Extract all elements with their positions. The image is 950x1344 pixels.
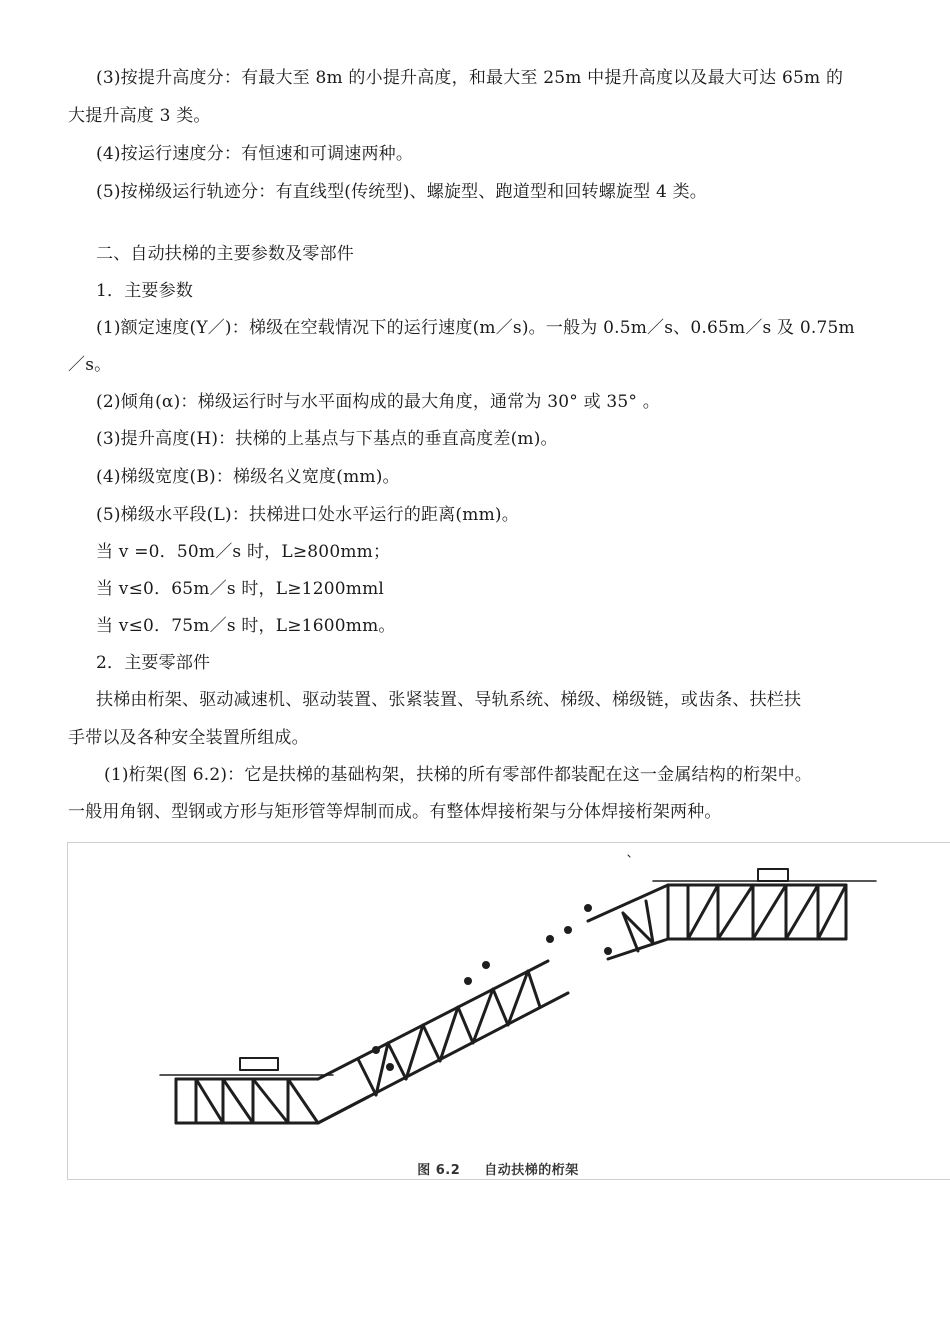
paragraph-rise-height: (3)提升高度(H)：扶梯的上基点与下基点的垂直高度差(m)。	[96, 429, 558, 449]
splice-joints	[372, 904, 612, 1071]
figure-caption	[68, 1159, 950, 1178]
paragraph-rated-speed-line1: (1)额定速度(Y／)：梯级在空载情况下的运行速度(m／s)。一般为 0.5m／s、0.65m／s 及 0.75m	[96, 318, 855, 338]
figure-title: 自动扶梯的桁架	[484, 1163, 579, 1178]
upper-inclined-truss	[588, 885, 668, 959]
paragraph-speed-type: (4)按运行速度分：有恒速和可调速两种。	[96, 144, 414, 164]
figure-number: 图 6.2	[417, 1163, 461, 1178]
inclined-truss	[318, 961, 568, 1123]
ink-speck	[628, 855, 630, 857]
paragraph-rated-speed-line2: ／s。	[68, 355, 112, 375]
paragraph-track-type: (5)按梯级运行轨迹分：有直线型(传统型)、螺旋型、跑道型和回转螺旋型 4 类。	[96, 182, 707, 202]
paragraph-horizontal-section: (5)梯级水平段(L)：扶梯进口处水平运行的距离(mm)。	[96, 505, 519, 525]
subheading-main-parts: 2．主要零部件	[96, 653, 211, 673]
paragraph-step-width: (4)梯级宽度(B)：梯级名义宽度(mm)。	[96, 467, 400, 487]
truss-figure	[67, 842, 950, 1180]
paragraph-condition-065: 当 v≤0．65m／s 时，L≥1200mml	[96, 579, 385, 599]
subheading-main-params: 1．主要参数	[96, 281, 194, 301]
paragraph-truss-line1: (1)桁架(图 6.2)：它是扶梯的基础构架，扶梯的所有零部件都装配在这一金属结构的桁架中。	[104, 765, 812, 785]
paragraph-truss-line2: 一般用角钢、型钢或方形与矩形管等焊制而成。有整体焊接桁架与分体焊接桁架两种。	[68, 802, 722, 822]
section-title: 二、自动扶梯的主要参数及零部件	[96, 244, 354, 264]
paragraph-components-line2: 手带以及各种安全装置所组成。	[68, 728, 309, 748]
paragraph-condition-075: 当 v≤0．75m／s 时，L≥1600mm。	[96, 616, 396, 636]
paragraph-components-line1: 扶梯由桁架、驱动减速机、驱动装置、张紧装置、导轨系统、梯级、梯级链，或齿条、扶栏扶	[96, 690, 802, 710]
upper-truss	[668, 885, 846, 939]
paragraph-lift-height-line1: (3)按提升高度分：有最大至 8m 的小提升高度，和最大至 25m 中提升高度以及最大可达 65m 的	[96, 68, 844, 88]
lower-machine-block	[240, 1058, 278, 1070]
upper-machine-block	[758, 869, 788, 881]
paragraph-condition-050: 当 v =0．50m／s 时，L≥800mm；	[96, 542, 391, 562]
escalator-truss-drawing	[68, 843, 950, 1181]
paragraph-angle: (2)倾角(α)：梯级运行时与水平面构成的最大角度，通常为 30° 或 35° 。	[96, 392, 660, 412]
lower-truss	[176, 1079, 318, 1123]
paragraph-lift-height-line2: 大提升高度 3 类。	[68, 106, 211, 126]
